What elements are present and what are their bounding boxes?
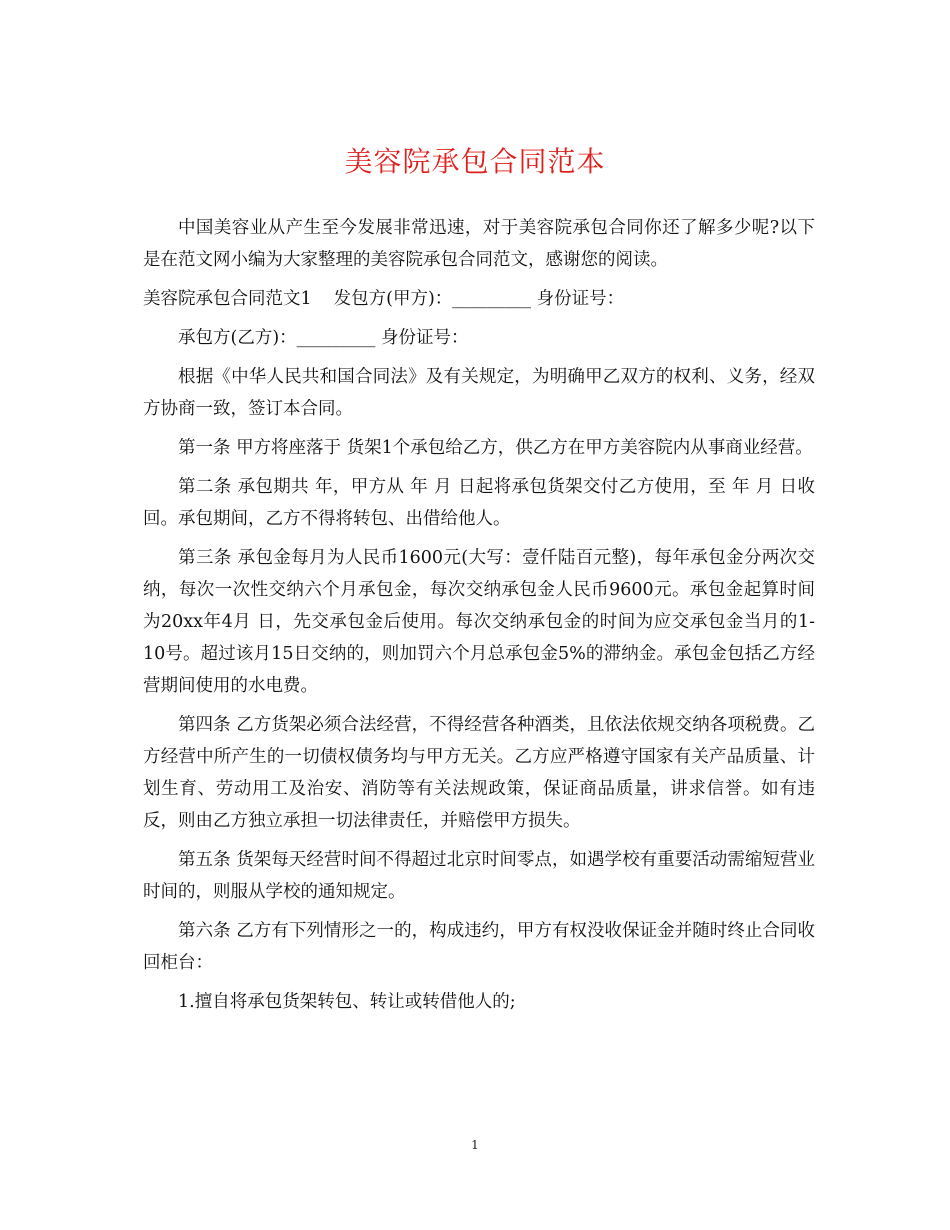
party-b-line: 承包方(乙方)：_________ 身份证号： — [178, 328, 469, 348]
article-1: 第一条 甲方将座落于 货架1个承包给乙方，供乙方在甲方美容院内从事商业经营。 — [178, 438, 813, 458]
article-5: 第五条 货架每天经营时间不得超过北京时间零点，如遇学校有重要活动需缩短营业时间的，则服从学校的通知规定。 — [143, 850, 815, 902]
basis-paragraph: 根据《中华人民共和国合同法》及有关规定，为明确甲乙双方的权利、义务，经双方协商一致，签订本合同。 — [143, 367, 815, 419]
sample-label: 美容院承包合同范文1 — [143, 289, 312, 309]
page-number: 1 — [471, 1138, 479, 1152]
article-6: 第六条 乙方有下列情形之一的，构成违约，甲方有权没收保证金并随时终止合同收回柜台： — [143, 921, 815, 973]
article-3: 第三条 承包金每月为人民币1600元(大写：壹仟陆百元整)，每年承包金分两次交纳，每次一次性交纳六个月承包金，每次交纳承包金人民币9600元。承包金起算时间为20xx年4月 日，先交承包金后使用。每次交纳承包金的时间为应交承包金当月的1-10号。超过该月15日交纳的，则加罚六个月总承包金5%的滞纳金。承包金包括乙方经营期间使用的水电费。 — [143, 548, 815, 696]
document-body — [143, 212, 815, 1025]
article-2: 第二条 承包期共 年，甲方从 年 月 日起将承包货架交付乙方使用，至 年 月 日收回。承包期间，乙方不得将转包、出借给他人。 — [143, 477, 815, 529]
party-a-line: 发包方(甲方)：_________ 身份证号： — [333, 289, 625, 309]
article-4: 第四条 乙方货架必须合法经营，不得经营各种酒类，且依法依规交纳各项税费。乙方经营中所产生的一切债权债务均与甲方无关。乙方应严格遵守国家有关产品质量、计划生育、劳动用工及治安、消防等有关法规政策，保证商品质量，讲求信誉。如有违反，则由乙方独立承担一切法律责任，并赔偿甲方损失。 — [143, 715, 815, 831]
article-6-item-1: 1.擅自将承包货架转包、转让或转借他人的; — [178, 992, 516, 1012]
intro-paragraph: 中国美容业从产生至今发展非常迅速，对于美容院承包合同你还了解多少呢?以下是在范文网小编为大家整理的美容院承包合同范文，感谢您的阅读。 — [143, 218, 815, 270]
sample-line — [143, 283, 815, 315]
document-title: 美容院承包合同范本 — [344, 145, 606, 178]
